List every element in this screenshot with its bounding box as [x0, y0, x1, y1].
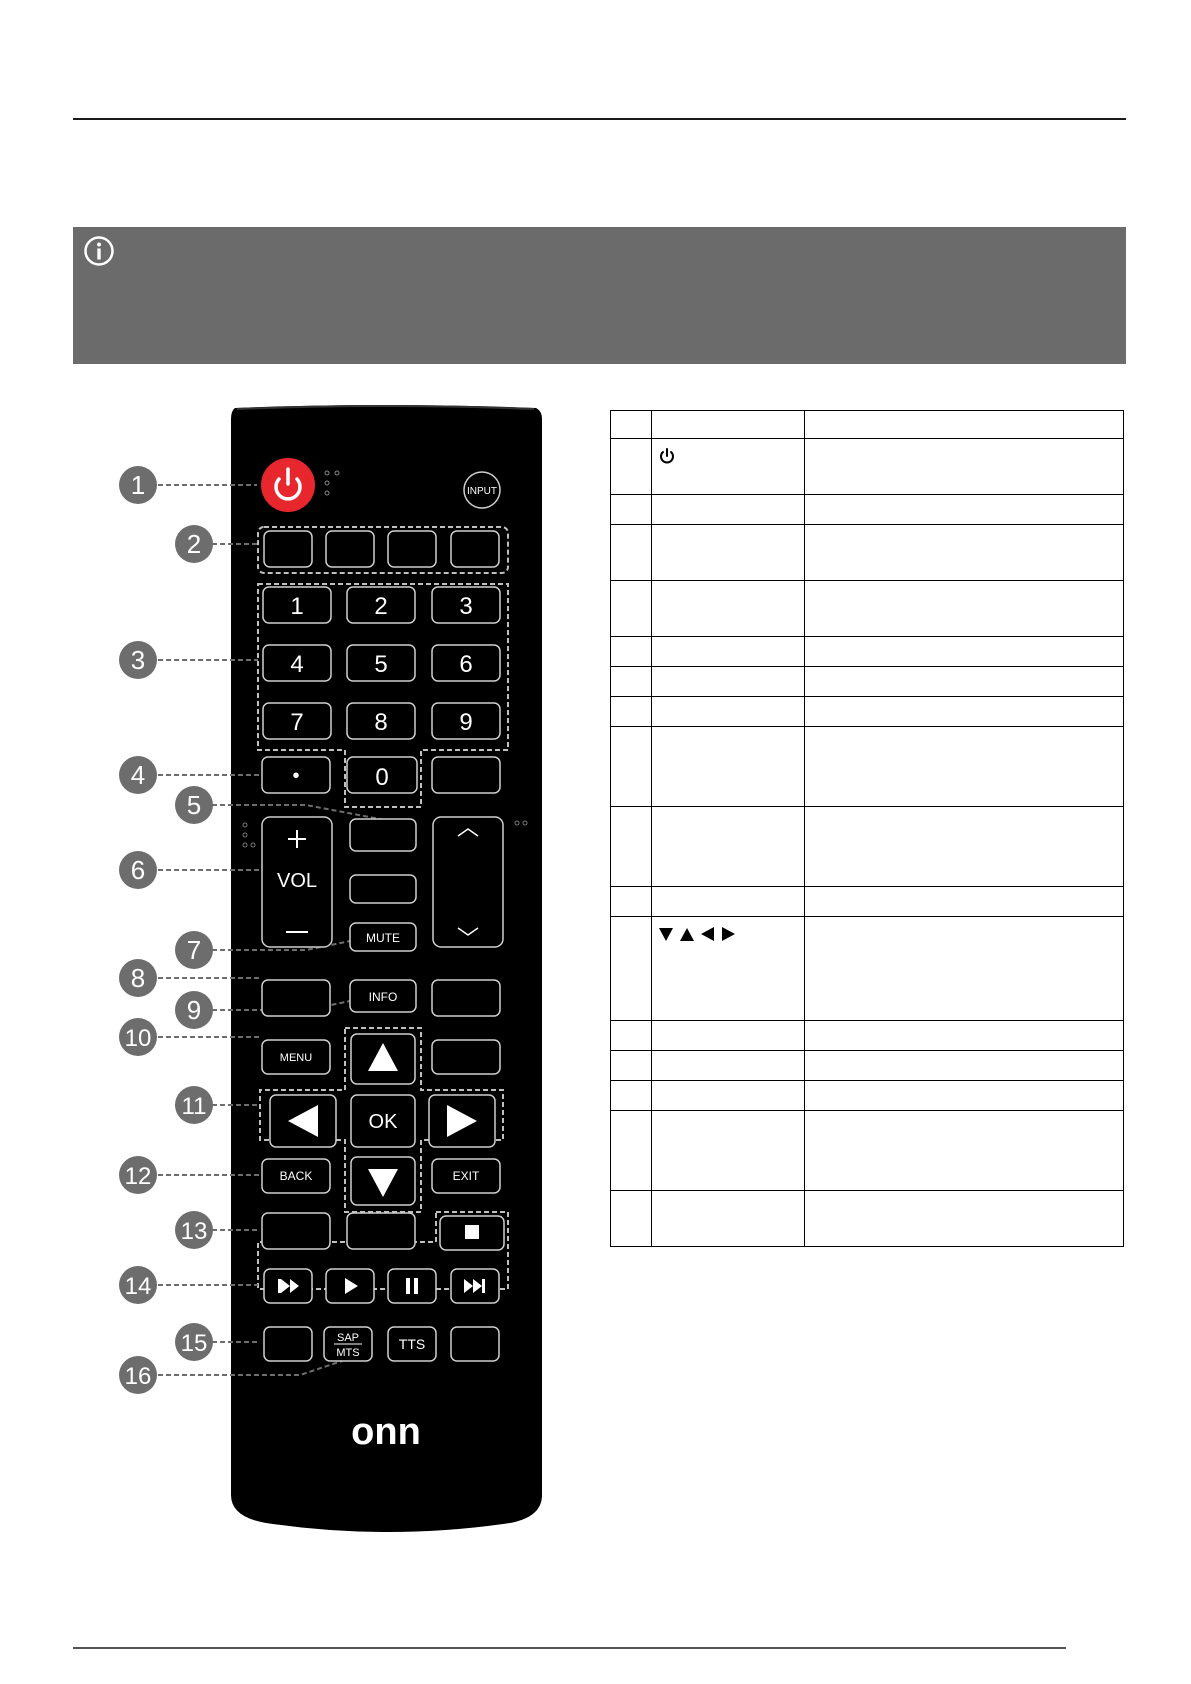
- table-cell: [611, 697, 652, 727]
- callout-markers: [119, 466, 213, 1394]
- button-13-left: [262, 1213, 330, 1249]
- table-row: [611, 411, 1124, 439]
- button-function-table: [610, 410, 1124, 1247]
- table-cell: [805, 411, 1124, 439]
- table-cell: [652, 411, 805, 439]
- button-15: [264, 1327, 312, 1361]
- top-rule: [73, 118, 1126, 120]
- exit-label: EXIT: [452, 1169, 480, 1183]
- arrow-keys-icon: [658, 925, 738, 943]
- channel-rocker: [433, 817, 503, 947]
- table-cell: [611, 667, 652, 697]
- power-button: [261, 458, 315, 512]
- info-label: INFO: [368, 990, 398, 1004]
- callout-10: 10: [124, 1025, 152, 1052]
- callout-4: 4: [130, 760, 146, 790]
- table-cell: [611, 1111, 652, 1191]
- callout-5: 5: [186, 790, 202, 820]
- callout-2: 2: [186, 529, 202, 559]
- table-row: [611, 637, 1124, 667]
- table-cell: [652, 807, 805, 887]
- callout-13: 13: [180, 1218, 208, 1245]
- table-row: [611, 525, 1124, 581]
- table-cell: [611, 525, 652, 581]
- number-label-4: 4: [290, 651, 304, 678]
- number-pad: [263, 587, 500, 739]
- table-cell: [652, 495, 805, 525]
- table-cell: [805, 887, 1124, 917]
- table-cell: [652, 637, 805, 667]
- callout-12: 12: [124, 1163, 152, 1190]
- table-cell: [805, 439, 1124, 495]
- table-cell: [805, 637, 1124, 667]
- table-cell: [652, 1081, 805, 1111]
- number-label-1: 1: [290, 593, 304, 620]
- callout-8: 8: [130, 963, 146, 993]
- table-cell: [805, 525, 1124, 581]
- button-13-right: [347, 1213, 415, 1249]
- callout-14: 14: [124, 1273, 152, 1300]
- table-cell: [652, 439, 805, 495]
- table-cell: [652, 1021, 805, 1051]
- button-15-right: [451, 1327, 499, 1361]
- callout-6: 6: [130, 855, 146, 885]
- table-cell: [652, 1191, 805, 1247]
- note-box: [73, 227, 1126, 364]
- table-row: [611, 697, 1124, 727]
- table-cell: [805, 1191, 1124, 1247]
- table-cell: [611, 439, 652, 495]
- table-row: [611, 807, 1124, 887]
- table-cell: [652, 667, 805, 697]
- callout-16: 16: [124, 1363, 152, 1390]
- table-row: [611, 1021, 1124, 1051]
- callout-11: 11: [181, 1093, 207, 1120]
- table-row: [611, 1111, 1124, 1191]
- table-cell: [611, 807, 652, 887]
- table-cell: [611, 887, 652, 917]
- table-cell: [611, 637, 652, 667]
- remote-svg: [110, 405, 560, 1535]
- blank-button-right: [432, 757, 500, 793]
- input-label: INPUT: [467, 486, 497, 497]
- table-row: [611, 1191, 1124, 1247]
- table-cell: [611, 917, 652, 1021]
- back-label: BACK: [279, 1169, 313, 1183]
- callout-7: 7: [186, 935, 202, 965]
- callout-9: 9: [186, 995, 202, 1025]
- number-label-2: 2: [374, 593, 388, 620]
- center-button-2: [350, 875, 416, 903]
- table-cell: [652, 525, 805, 581]
- blank-button-row8: [432, 980, 500, 1016]
- table-cell: [805, 1111, 1124, 1191]
- table-cell: [652, 917, 805, 1021]
- table-cell: [611, 495, 652, 525]
- table-cell: [805, 581, 1124, 637]
- table-row: [611, 887, 1124, 917]
- table-cell: [652, 727, 805, 807]
- menu-label: MENU: [279, 1052, 313, 1064]
- brand-logo: onn: [351, 1411, 421, 1453]
- button-8: [262, 980, 330, 1016]
- tts-label: TTS: [398, 1336, 426, 1352]
- table-cell: [611, 1191, 652, 1247]
- table-cell: [805, 697, 1124, 727]
- table-row: [611, 1051, 1124, 1081]
- table-row: [611, 727, 1124, 807]
- table-cell: [805, 807, 1124, 887]
- number-label-6: 6: [459, 651, 473, 678]
- table-cell: [805, 917, 1124, 1021]
- table-row: [611, 917, 1124, 1021]
- vol-label: VOL: [276, 870, 318, 892]
- power-icon: [658, 447, 676, 465]
- dot-label: •: [292, 765, 300, 787]
- table-cell: [805, 1051, 1124, 1081]
- table-row: [611, 495, 1124, 525]
- table-cell: [805, 1081, 1124, 1111]
- number-label-7: 7: [290, 709, 304, 736]
- table-cell: [652, 581, 805, 637]
- table-cell: [611, 581, 652, 637]
- zero-label: 0: [375, 764, 389, 791]
- table-cell: [611, 1051, 652, 1081]
- table-cell: [652, 697, 805, 727]
- sap-label: SAP: [336, 1332, 360, 1344]
- table-cell: [652, 1051, 805, 1081]
- ok-label: OK: [368, 1111, 398, 1133]
- table-cell: [611, 727, 652, 807]
- callout-15: 15: [180, 1330, 208, 1357]
- remote-diagram: [110, 405, 560, 1535]
- bottom-rule: [73, 1647, 1066, 1649]
- table-row: [611, 667, 1124, 697]
- table-cell: [611, 411, 652, 439]
- number-label-9: 9: [459, 709, 473, 736]
- table-cell: [652, 887, 805, 917]
- table-row: [611, 439, 1124, 495]
- callout-1: 1: [130, 470, 146, 500]
- mts-label: MTS: [336, 1347, 360, 1359]
- number-label-3: 3: [459, 593, 473, 620]
- center-button-1: [350, 819, 416, 851]
- table-row: [611, 581, 1124, 637]
- info-icon: [83, 235, 115, 267]
- remote-body: [231, 405, 542, 1532]
- table-cell: [611, 1021, 652, 1051]
- table-cell: [652, 1111, 805, 1191]
- table-cell: [611, 1081, 652, 1111]
- table-cell: [805, 727, 1124, 807]
- mute-label: MUTE: [366, 931, 400, 945]
- blank-button-row10: [432, 1040, 500, 1074]
- table-cell: [805, 667, 1124, 697]
- table-cell: [805, 495, 1124, 525]
- table-cell: [805, 1021, 1124, 1051]
- stop-icon: [465, 1225, 479, 1239]
- number-label-5: 5: [374, 651, 388, 678]
- number-label-8: 8: [374, 709, 388, 736]
- table-row: [611, 1081, 1124, 1111]
- callout-3: 3: [130, 645, 146, 675]
